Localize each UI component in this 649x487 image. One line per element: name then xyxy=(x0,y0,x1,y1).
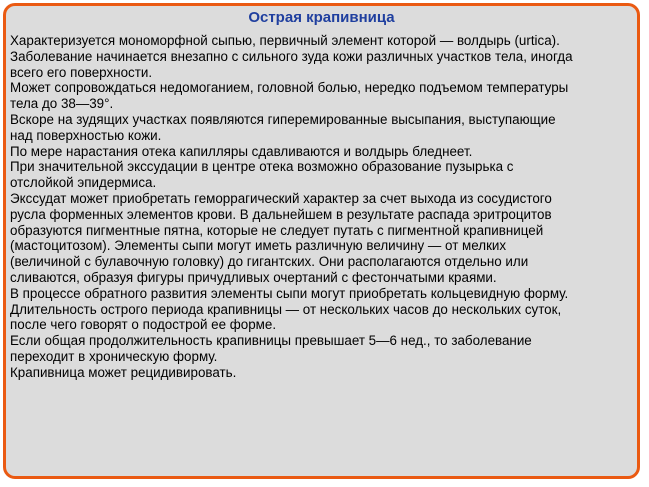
text-line: после чего говорят о подострой ее форме. xyxy=(10,317,277,333)
slide-frame xyxy=(3,3,640,479)
text-line: тела до 38—39°. xyxy=(10,96,114,112)
text-line: Крапивница может рецидивировать. xyxy=(10,364,237,380)
text-line: над поверхностью кожи. xyxy=(10,127,162,143)
text-line: сливаются, образуя фигуры причудливых очертаний с фестончатыми краями. xyxy=(10,269,497,285)
slide-title: Острая крапивница xyxy=(248,9,395,26)
text-line: всего его поверхности. xyxy=(10,64,153,80)
text-line: отслойкой эпидермиса. xyxy=(10,175,157,191)
text-line: русла форменных элементов крови. В дальнейшем в результате распада эритроцитов xyxy=(10,206,552,222)
text-line: По мере нарастания отека капилляры сдавливаются и волдырь бледнеет. xyxy=(10,143,473,159)
text-line: Заболевание начинается внезапно с сильного зуда кожи различных участков тела, иногда xyxy=(10,48,573,64)
text-line: образуются пигментные пятна, которые не следует путать с пигментной крапивницей xyxy=(10,222,544,238)
text-line: Вскоре на зудящих участках появляются гиперемированные высыпания, выступающие xyxy=(10,111,556,127)
text-line: (мастоцитозом). Элементы сыпи могут иметь различную величину — от мелких xyxy=(10,238,507,254)
text-line: Может сопровождаться недомоганием, головной болью, нередко подъемом температуры xyxy=(10,80,569,96)
text-line: Экссудат может приобретать геморрагический характер за счет выхода из сосудистого xyxy=(10,190,552,206)
text-line: Характеризуется мономорфной сыпью, первичный элемент которой — волдырь (urtica). xyxy=(10,33,560,48)
text-line: переходит в хроническую форму. xyxy=(10,348,218,364)
text-line: Если общая продолжительность крапивницы превышает 5—6 нед., то заболевание xyxy=(10,333,532,349)
text-line: При значительной экссудации в центре отека возможно образование пузырька с xyxy=(10,159,514,175)
text-line: В процессе обратного развития элементы сыпи могут приобретать кольцевидную форму. xyxy=(10,285,569,301)
slide-body-text xyxy=(10,33,640,381)
text-line: Длительность острого периода крапивницы — от нескольких часов до нескольких суток, xyxy=(10,301,562,317)
text-line: (величиной с булавочную головку) до гигантских. Они располагаются отдельно или xyxy=(10,254,529,270)
